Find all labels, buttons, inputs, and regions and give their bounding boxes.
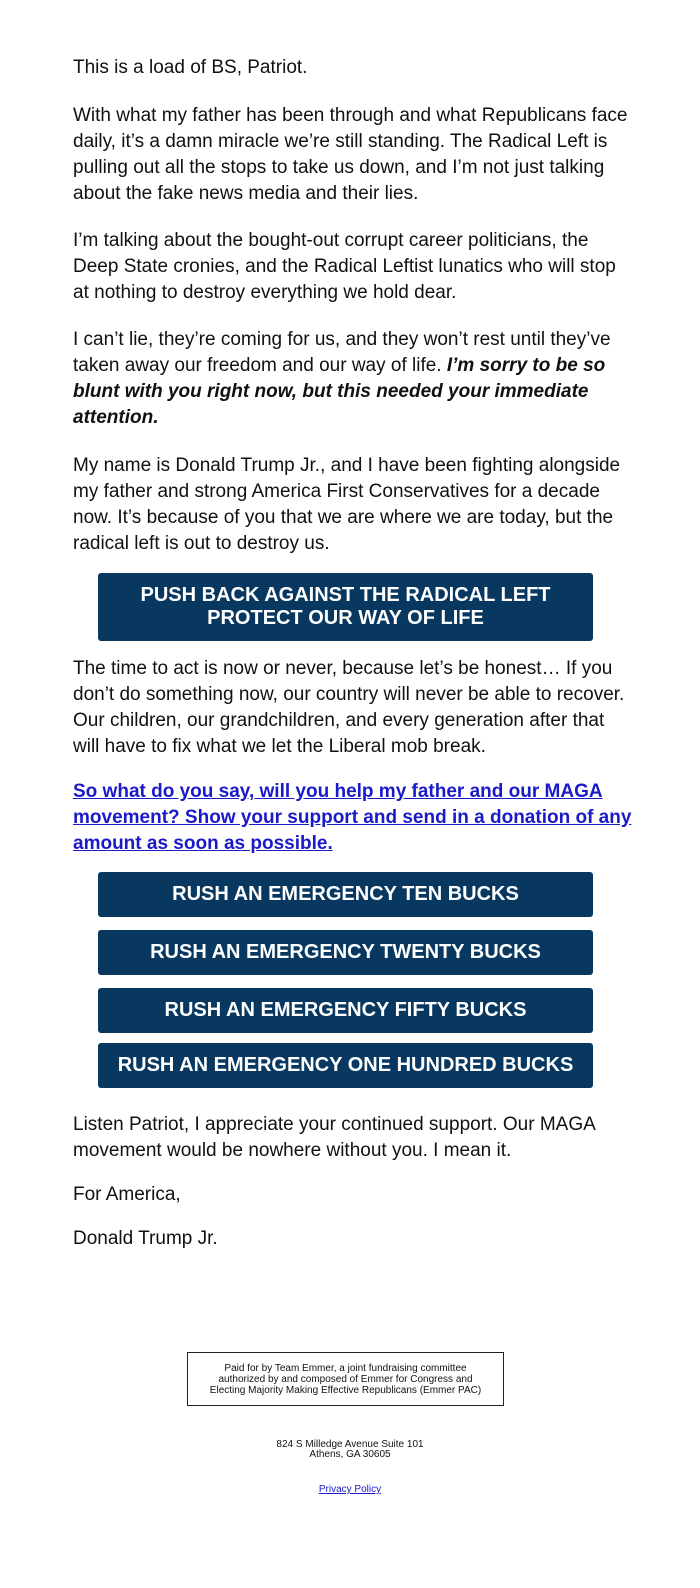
body-paragraph-3 <box>73 327 633 431</box>
body-paragraph-3-plain: I can’t lie, they’re coming for us, and they won’t rest until they’ve taken away our freedom and our way of life. <box>73 329 611 376</box>
donate-hundred-button[interactable]: RUSH AN EMERGENCY ONE HUNDRED BUCKS <box>98 1043 593 1088</box>
body-paragraph-2: I’m talking about the bought-out corrupt career politicians, the Deep State cronies, and the Radical Leftist lunatics who will stop at nothing to destroy everything we hold dear. <box>73 230 616 303</box>
paid-for-disclaimer <box>187 1352 504 1406</box>
address-line-1: 824 S Milledge Avenue Suite 101 <box>276 1439 424 1450</box>
body-paragraph-3-emphasis: I’m sorry to be so blunt with you right now, but this needed your immediate attention. <box>73 355 606 428</box>
signature: Donald Trump Jr. <box>73 1228 218 1249</box>
cta-line-2: PROTECT OUR WAY OF LIFE <box>207 607 484 629</box>
greeting-paragraph: This is a load of BS, Patriot. <box>73 57 308 78</box>
closing-paragraph: Listen Patriot, I appreciate your continued support. Our MAGA movement would be nowhere without you. I mean it. <box>73 1114 595 1161</box>
privacy-policy-link[interactable]: Privacy Policy <box>318 1484 382 1495</box>
cta-line-1: PUSH BACK AGAINST THE RADICAL LEFT <box>140 584 551 606</box>
signoff: For America, <box>73 1184 181 1205</box>
body-paragraph-4: My name is Donald Trump Jr., and I have been fighting alongside my father and strong America First Conservatives for a decade now. It’s because of you that we are where we are today, but the radical left is out to destroy us. <box>73 455 621 554</box>
body-paragraph-1: With what my father has been through and what Republicans face daily, it’s a damn miracle we’re still standing. The Radical Left is pulling out all the stops to take us down, and I’m not just talking about the fake news media and their lies. <box>73 105 628 204</box>
address-line-2: Athens, GA 30605 <box>309 1449 391 1460</box>
body-paragraph-5: The time to act is now or never, because let’s be honest… If you don’t do something now, our country will never be able to recover. Our children, our grandchildren, and every generation after that will have to fix what we let the Liberal mob break. <box>73 658 625 757</box>
privacy-policy-row <box>0 1484 700 1495</box>
disclaimer-text: Paid for by Team Emmer, a joint fundraising committee authorized by and composed of Emmer for Congress and Electing Majority Making Effective Republicans (Emmer PAC) <box>209 1362 482 1396</box>
push-back-cta-button[interactable] <box>98 573 593 641</box>
donation-ask-link[interactable]: So what do you say, will you help my father and our MAGA movement? Show your support and send in a donation of any amount as soon as possible. <box>73 781 632 854</box>
donate-twenty-button[interactable]: RUSH AN EMERGENCY TWENTY BUCKS <box>98 930 593 975</box>
donate-ten-button[interactable]: RUSH AN EMERGENCY TEN BUCKS <box>98 872 593 917</box>
donate-fifty-button[interactable]: RUSH AN EMERGENCY FIFTY BUCKS <box>98 988 593 1033</box>
